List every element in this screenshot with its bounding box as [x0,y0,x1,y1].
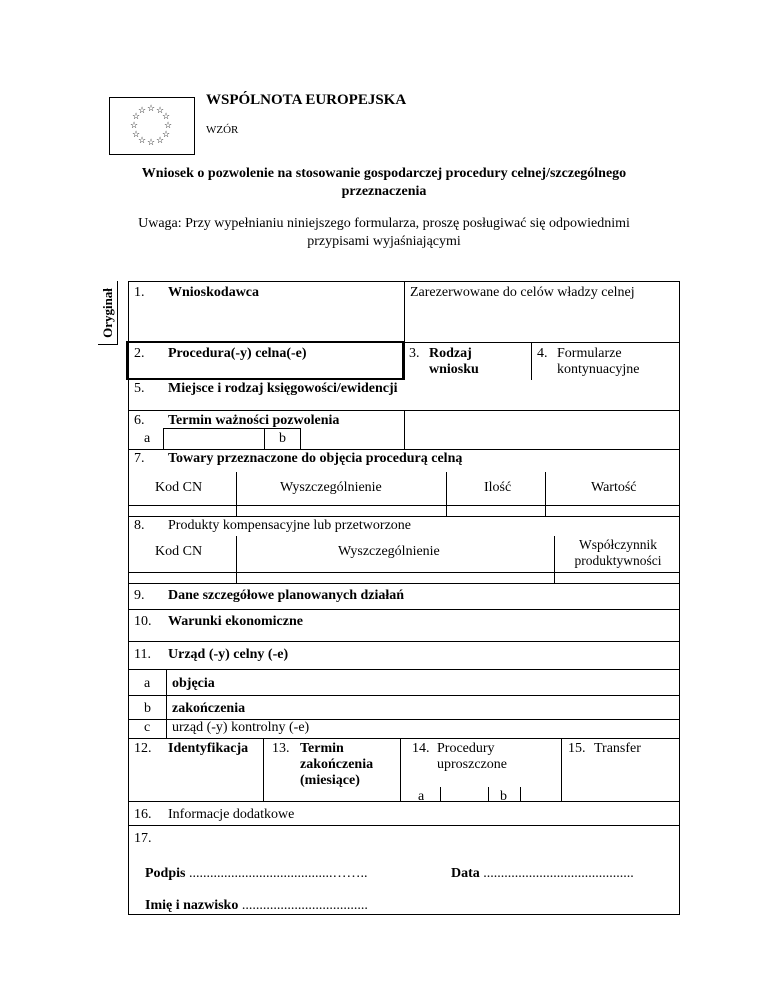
star-icon: ☆ [162,111,171,121]
col-kod-cn: Kod CN [155,480,203,495]
field-3-label-2: wniosku [429,362,479,377]
form-title: Wniosek o pozwolenie na stosowanie gospodarczej procedury celnej/szczególnego przeznaczenia [141,166,627,199]
field-10-label: Warunki ekonomiczne [168,614,303,629]
field-1-number: 1. [134,285,145,300]
field-14-number: 14. [412,741,430,756]
star-icon: ☆ [138,135,147,145]
star-icon: ☆ [132,129,141,139]
field-11-c-label: urząd (-y) kontrolny (-e) [172,720,310,735]
field-15-number: 15. [568,741,586,756]
field-5-number: 5. [134,381,145,396]
field-11-a-label: objęcia [172,676,215,691]
name-line: Imię i nazwisko .................................... [145,898,368,913]
field-14-label-2: uproszczone [437,757,507,772]
field-14-label-1: Procedury [437,741,495,756]
field-4-label-2: kontynuacyjne [557,362,640,377]
field-6-number: 6. [134,413,145,428]
field-4-label-1: Formularze [557,346,622,361]
star-icon: ☆ [162,129,171,139]
field-11-a: a [144,676,151,691]
side-label: Oryginał [100,288,115,338]
field-2-label: Procedura(-y) celna(-e) [168,346,307,361]
form-note: Uwaga: Przy wypełnianiu niniejszego formularza, proszę posługiwać się odpowiednimi przypisami wyjaśniającymi [138,216,630,249]
col-wyszczegolnienie: Wyszczególnienie [280,480,382,495]
star-icon: ☆ [132,111,141,121]
field-14-a: a [418,789,425,804]
field-7-number: 7. [134,451,145,466]
field-13-label-2: zakończenia [300,757,374,772]
star-icon: ☆ [156,135,165,145]
field-11-c: c [144,720,151,735]
eu-flag [109,97,195,155]
field-8-label: Produkty kompensacyjne lub przetworzone [168,518,411,533]
star-icon: ☆ [138,105,147,115]
reserved-label: Zarezerwowane do celów władzy celnej [410,285,635,300]
field-6-label: Termin ważności pozwolenia [168,413,340,428]
header-subtitle: WZÓR [206,124,239,136]
field-11-b: b [144,701,151,716]
field-1-label: Wnioskodawca [168,285,260,300]
field-3-number: 3. [409,346,420,361]
star-icon: ☆ [147,103,156,113]
field-11-b-label: zakończenia [172,701,246,716]
col-kod-cn-2: Kod CN [155,544,203,559]
col-wyszczegolnienie-2: Wyszczególnienie [338,544,440,559]
field-14-b: b [500,789,507,804]
field-9-label: Dane szczegółowe planowanych działań [168,588,405,603]
col-ilosc: Ilość [484,480,512,495]
field-9-number: 9. [134,588,145,603]
field-15-label: Transfer [594,741,641,756]
field-5-label: Miejsce i rodzaj księgowości/ewidencji [168,381,398,396]
field-16-label: Informacje dodatkowe [168,807,295,822]
field-2-number: 2. [134,346,145,361]
date-line: Data ........................................... [451,866,634,881]
star-icon: ☆ [156,105,165,115]
header-title: WSPÓLNOTA EUROPEJSKA [206,92,407,108]
star-icon: ☆ [130,120,139,130]
field-13-label-3: (miesiące) [300,773,360,788]
col-wartosc: Wartość [591,480,637,495]
field-12-number: 12. [134,741,152,756]
field-3-label-1: Rodzaj [429,346,472,361]
field-10-number: 10. [134,614,152,629]
field-13-label-1: Termin [300,741,344,756]
field-16-number: 16. [134,807,152,822]
field-8-number: 8. [134,518,145,533]
field-4-number: 4. [537,346,548,361]
field-7-label: Towary przeznaczone do objęcia procedurą celną [168,451,463,466]
col-wspolczynnik: Współczynnik produktywności [574,537,662,568]
field-12-label: Identyfikacja [168,741,249,756]
field-6-b: b [279,431,286,446]
star-icon: ☆ [147,137,156,147]
field-6-a: a [144,431,151,446]
signature-line: Podpis .........................................…….. [145,866,368,881]
field-11-label: Urząd (-y) celny (-e) [168,647,289,662]
field-11-number: 11. [134,647,151,662]
field-13-number: 13. [272,741,290,756]
field-17-number: 17. [134,831,152,846]
star-icon: ☆ [164,120,173,130]
